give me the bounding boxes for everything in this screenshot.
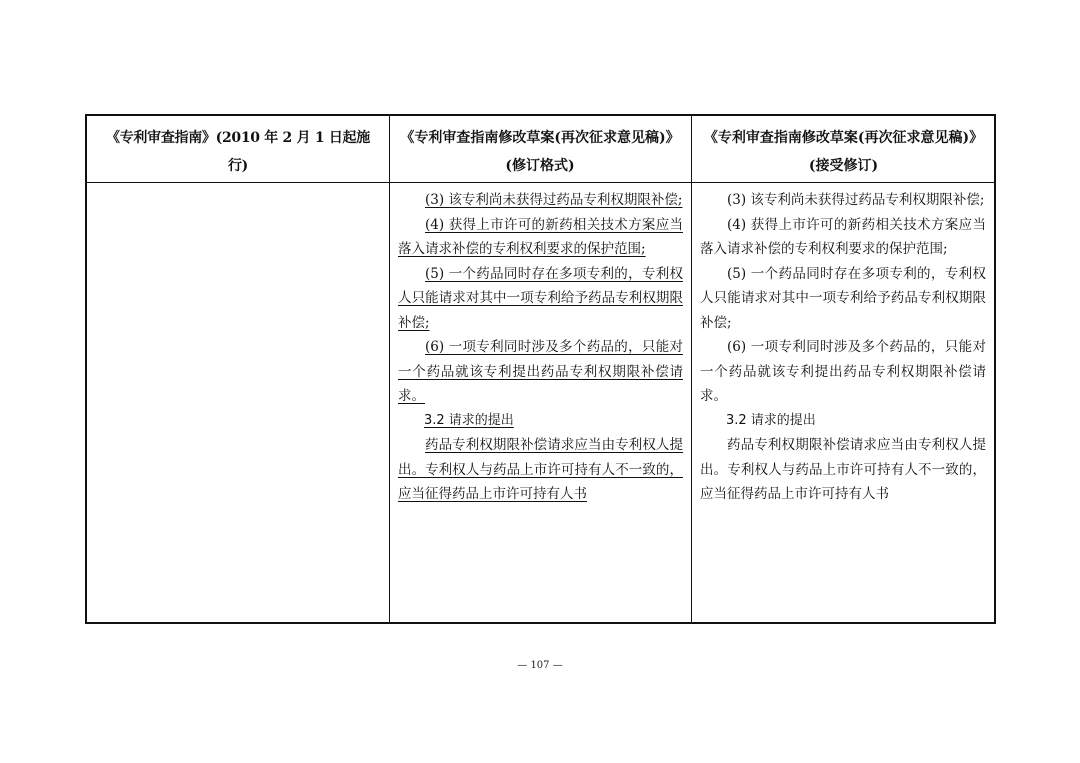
revision-accepted-cell xyxy=(692,183,994,622)
accepted-paragraph-request: 药品专利权期限补偿请求应当由专利权人提出。专利权人与药品上市许可持有人不一致的，应当征得药品上市许可持有人书 xyxy=(700,437,986,502)
page-number: — 107 — xyxy=(517,660,563,671)
comparison-table xyxy=(85,114,996,624)
accepted-paragraph-3: (3) 该专利尚未获得过药品专利权期限补偿; xyxy=(727,192,985,208)
revision-tracked-cell xyxy=(390,183,691,622)
header-revision-accepted: 《专利审查指南修改草案(再次征求意见稿)》(接受修订) xyxy=(703,130,984,174)
accepted-paragraph-5: (5) 一个药品同时存在多项专利的，专利权人只能请求对其中一项专利给予药品专利权期限补偿; xyxy=(700,265,986,331)
revised-paragraph-4: (4) 获得上市许可的新药相关技术方案应当落入请求补偿的专利权利要求的保护范围; xyxy=(398,216,683,257)
revised-paragraph-3: (3) 该专利尚未获得过药品专利权期限补偿; xyxy=(425,192,683,208)
accepted-paragraph-4: (4) 获得上市许可的新药相关技术方案应当落入请求补偿的专利权利要求的保护范围; xyxy=(700,216,986,257)
header-original-guidelines: 《专利审查指南》(2010 年 2 月 1 日起施行) xyxy=(106,130,370,174)
header-revision-tracked: 《专利审查指南修改草案(再次征求意见稿)》(修订格式) xyxy=(400,130,680,174)
revised-paragraph-5: (5) 一个药品同时存在多项专利的，专利权人只能请求对其中一项专利给予药品专利权期限补偿; xyxy=(398,265,683,331)
original-guidelines-cell xyxy=(87,183,389,622)
revised-paragraph-request: 药品专利权期限补偿请求应当由专利权人提出。专利权人与药品上市许可持有人不一致的，应当征得药品上市许可持有人书 xyxy=(398,437,683,502)
accepted-paragraph-6: (6) 一项专利同时涉及多个药品的，只能对一个药品就该专利提出药品专利权期限补偿请求。 xyxy=(700,339,986,404)
revised-paragraph-6: (6) 一项专利同时涉及多个药品的，只能对一个药品就该专利提出药品专利权期限补偿请求。 xyxy=(398,339,683,404)
accepted-section-heading: 3.2 请求的提出 xyxy=(726,412,816,428)
revised-section-heading: 3.2 请求的提出 xyxy=(424,412,514,428)
